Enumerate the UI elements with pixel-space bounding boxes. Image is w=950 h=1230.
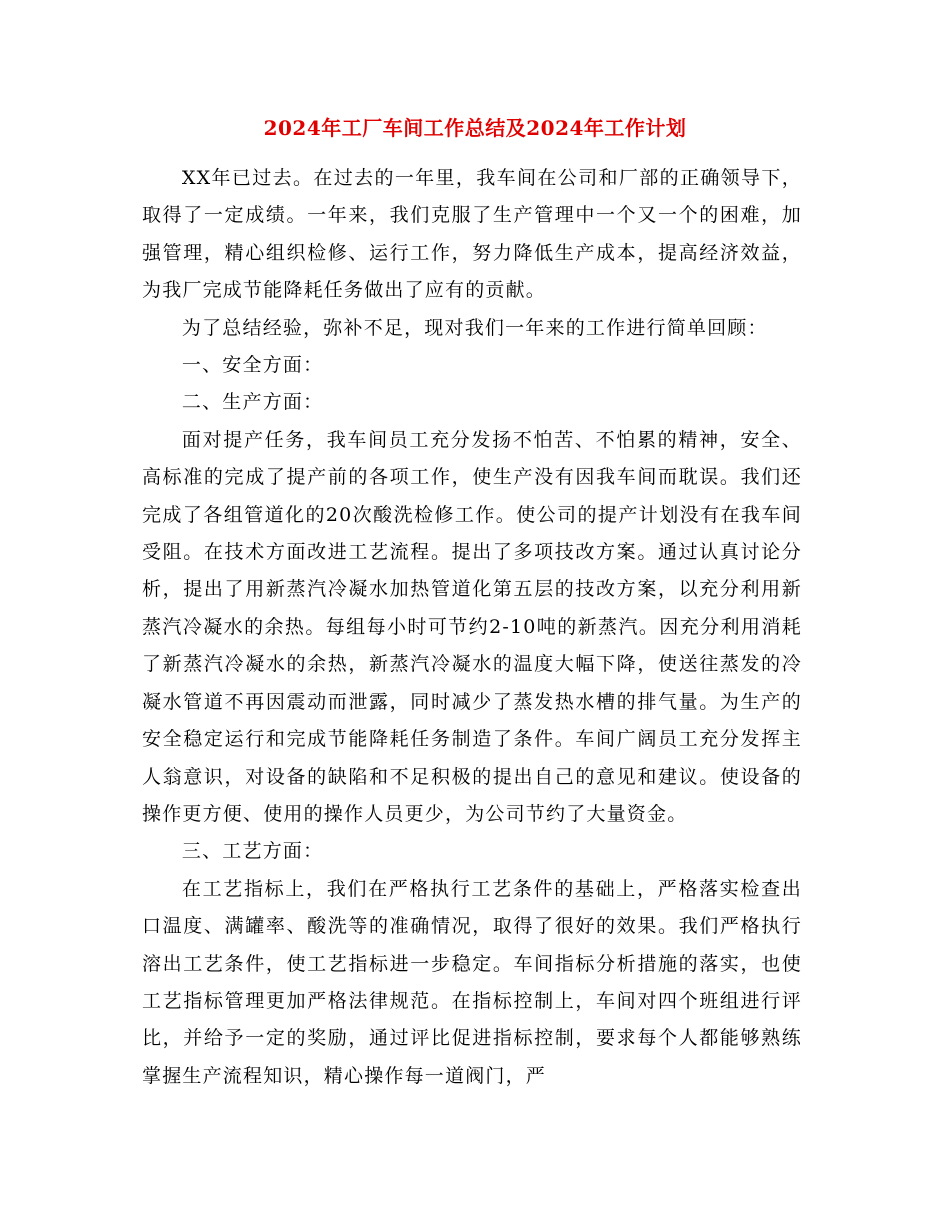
section-heading-production: 二、生产方面： xyxy=(181,391,324,414)
paragraph-review-lead: 为了总结经验，弥补不足，现对我们一年来的工作进行简单回顾： xyxy=(181,316,768,339)
paragraph-production: 面对提产任务，我车间员工充分发扬不怕苦、不怕累的精神，安全、高标准的完成了提产前的各项工作，使生产没有因我车间而耽误。我们还完成了各组管道化的20次酸洗检修工作。使公司的提产计划没有在我车间受阻。在技术方面改进工艺流程。提出了多项技改方案。通过认真讨论分析，提出了用新蒸汽冷凝水加热管道化第五层的技改方案，以充分利用新蒸汽冷凝水的余热。每组每小时可节约2-10吨的新蒸汽。因充分利用消耗了新蒸汽冷凝水的余热，新蒸汽冷凝水的温度大幅下降，使送往蒸发的冷凝水管道不再因震动而泄露，同时减少了蒸发热水槽的排气量。为生产的安全稳定运行和完成节能降耗任务制造了条件。车间广阔员工充分发挥主人翁意识，对设备的缺陷和不足积极的提出自己的意见和建议。使设备的操作更方便、使用的操作人员更少，为公司节约了大量资金。 xyxy=(142,428,802,825)
section-heading-process: 三、工艺方面： xyxy=(181,840,324,863)
paragraph-process: 在工艺指标上，我们在严格执行工艺条件的基础上，严格落实检查出口温度、满罐率、酸洗等的准确情况，取得了很好的效果。我们严格执行溶出工艺条件，使工艺指标进一步稳定。车间指标分析措施的落实，也使工艺指标管理更加严格法律规范。在指标控制上，车间对四个班组进行评比，并给予一定的奖励，通过评比促进指标控制，要求每个人都能够熟练掌握生产流程知识，精心操作每一道阀门，严 xyxy=(142,877,802,1087)
document-body xyxy=(142,160,802,1095)
paragraph-intro: XX年已过去。在过去的一年里，我车间在公司和厂部的正确领导下，取得了一定成绩。一年来，我们克服了生产管理中一个又一个的困难，加强管理，精心组织检修、运行工作，努力降低生产成本，提高经济效益，为我厂完成节能降耗任务做出了应有的贡献。 xyxy=(142,167,802,302)
document-title: 2024年工厂车间工作总结及2024年工作计划 xyxy=(263,116,687,140)
section-heading-safety: 一、安全方面： xyxy=(181,354,324,377)
